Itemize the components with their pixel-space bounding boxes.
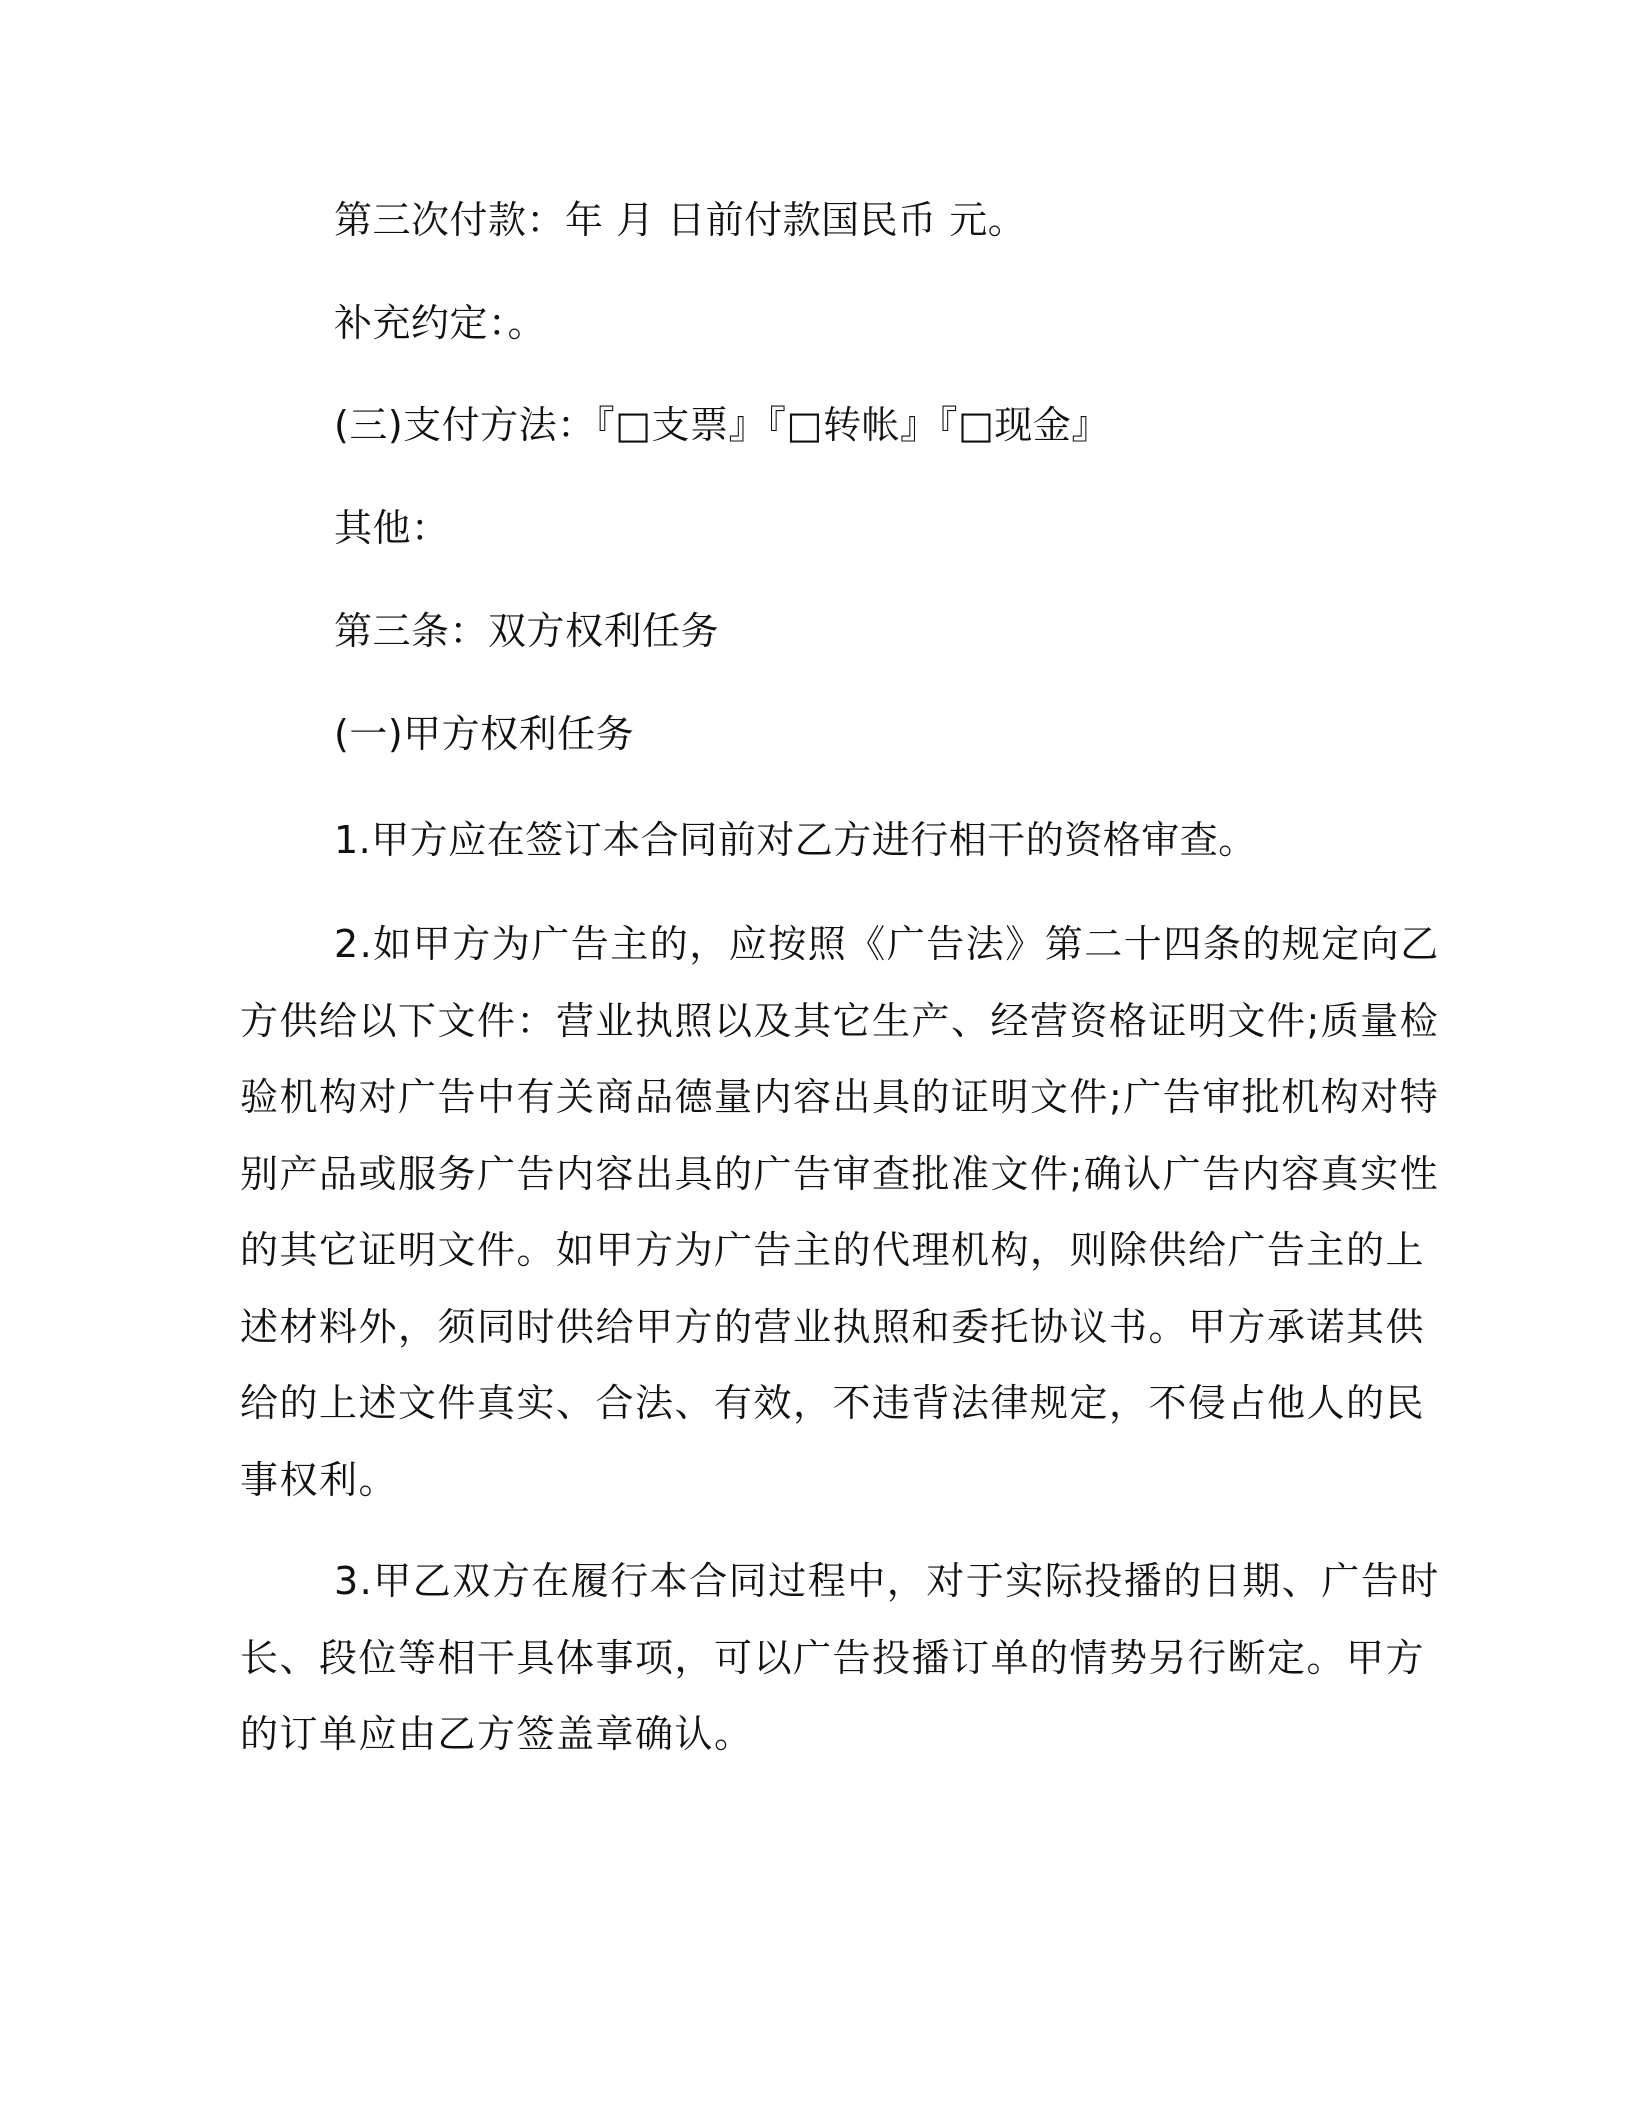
clause-2-line: 验机构对广告中有关商品德量内容出具的证明文件;广告审批机构对特: [240, 1075, 1440, 1119]
clause-2-line: 别产品或服务广告内容出具的广告审查批准文件;确认广告内容真实性: [240, 1151, 1440, 1196]
other-line: 其他：: [334, 506, 450, 550]
clause-2-line: 给的上述文件真实、合法、有效，不违背法律规定，不侵占他人的民: [240, 1381, 1426, 1425]
clause-3-line: 长、段位等相干具体事项，可以广告投播订单的情势另行断定。甲方: [240, 1635, 1426, 1680]
payment-method-line: (三)支付方法：『□支票』『□转帐』『□现金』: [334, 403, 1110, 447]
clause-3-paragraph: [240, 1543, 1440, 1773]
party-a-rights-heading: (一)甲方权利任务: [334, 712, 635, 756]
third-payment-line: 第三次付款：年 月 日前付款国民币 元。: [334, 198, 1027, 242]
clause-2-paragraph: [240, 906, 1440, 1518]
clause-3-line: 3.甲乙双方在履行本合同过程中，对于实际投播的日期、广告时: [334, 1559, 1440, 1603]
clause-2-line: 述材料外，须同时供给甲方的营业执照和委托协议书。甲方承诺其供: [240, 1304, 1426, 1349]
clause-2-line: 事权利。: [240, 1457, 399, 1502]
clause-1-line: 1.甲方应在签订本合同前对乙方进行相干的资格审查。: [334, 818, 1257, 862]
clause-3-line: 的订单应由乙方签盖章确认。: [240, 1712, 754, 1756]
supplementary-agreement-line: 补充约定：。: [334, 301, 547, 345]
clause-2-line: 方供给以下文件：营业执照以及其它生产、经营资格证明文件;质量检: [240, 998, 1440, 1043]
clause-2-line: 2.如甲方为广告主的，应按照《广告法》第二十四条的规定向乙: [334, 922, 1440, 966]
clause-2-line: 的其它证明文件。如甲方为广告主的代理机构，则除供给广告主的上: [240, 1228, 1426, 1272]
article-three-heading: 第三条：双方权利任务: [334, 609, 720, 653]
